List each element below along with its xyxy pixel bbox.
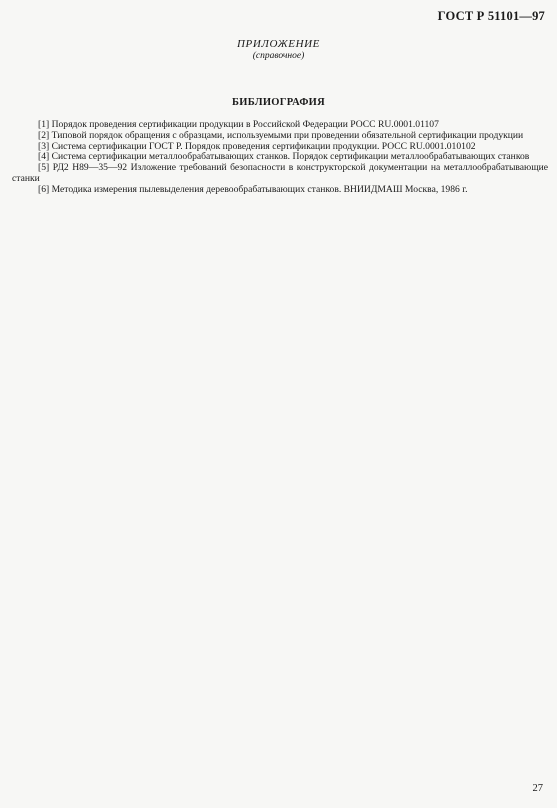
bibliography-item-2: [2] Типовой порядок обращения с образцами, используемыми при проведении обязательной сертификации продукции	[38, 129, 524, 141]
bibliography-title: БИБЛИОГРАФИЯ	[232, 97, 325, 108]
bibliography-item-6: [6] Методика измерения пылевыделения деревообрабатывающих станков. ВНИИДМАШ Москва, 1986 г.	[38, 183, 468, 195]
bibliography-item-4: [4] Система сертификации металлообрабатывающих станков. Порядок сертификации металлообрабатывающих станков	[38, 151, 530, 163]
bibliography-item-3: [3] Система сертификации ГОСТ Р. Порядок проведения сертификации продукции. РОСС RU.0001.010102	[38, 140, 476, 152]
document-code: ГОСТ Р 51101—97	[437, 9, 545, 23]
appendix-heading	[0, 38, 557, 62]
bibliography-item-5: [5] РД2 Н89—35—92 Изложение требований безопасности в конструкторской документации на металлообрабатывающие станки	[12, 162, 548, 184]
bibliography-list	[12, 120, 548, 196]
page-number: 27	[532, 783, 543, 794]
bibliography-item-1: [1] Порядок проведения сертификации продукции в Российской Федерации РОСС RU.0001.01107	[38, 119, 439, 130]
appendix-title: ПРИЛОЖЕНИЕ	[237, 38, 320, 50]
appendix-subtitle: (справочное)	[252, 51, 305, 61]
